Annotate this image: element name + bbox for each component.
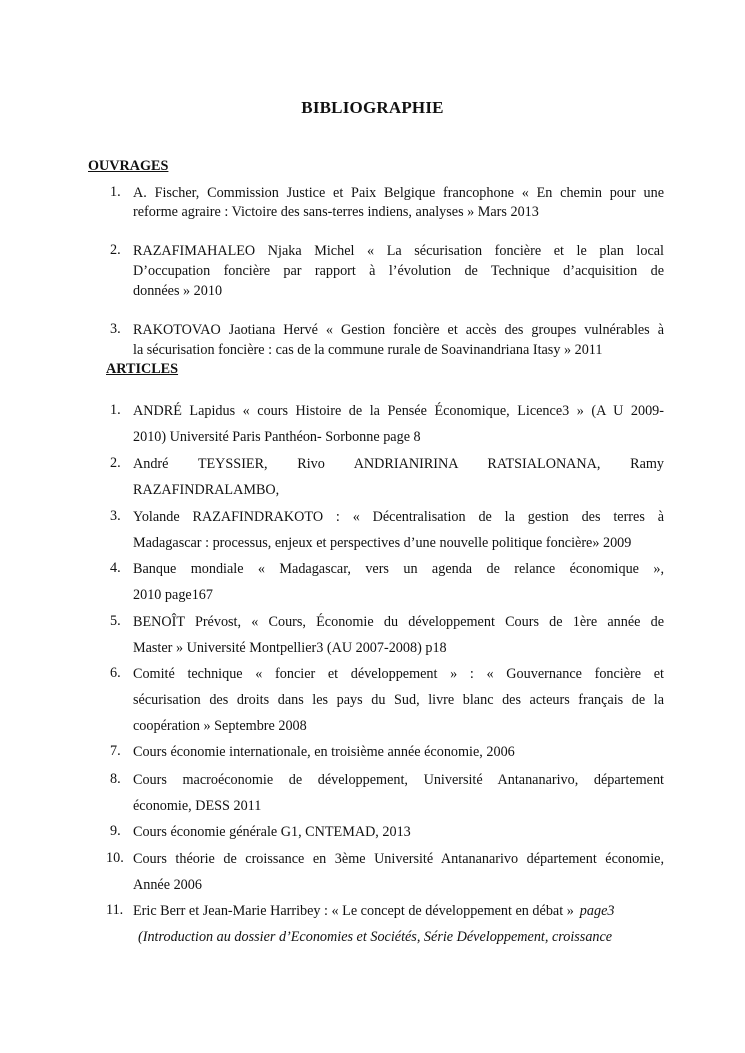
item-line: André TEYSSIER, Rivo ANDRIANIRINA RATSIALONANA, Ramy [133, 456, 664, 472]
item-number: 2. [110, 242, 121, 258]
item-number: 7. [110, 743, 121, 759]
item-line: RAZAFINDRALAMBO, [133, 482, 280, 498]
item-line: Année 2006 [133, 877, 202, 893]
item-line: Banque mondiale « Madagascar, vers un agenda de relance économique », [133, 561, 664, 577]
item-line: Cours économie internationale, en troisième année économie, 2006 [133, 744, 515, 760]
item-line: A. Fischer, Commission Justice et Paix Belgique francophone « En chemin pour une [133, 185, 664, 201]
item-line: ANDRÉ Lapidus « cours Histoire de la Pensée Économique, Licence3 » (A U 2009- [133, 403, 664, 419]
item-line: (Introduction au dossier d’Economies et Sociétés, Série Développement, croissance [138, 929, 613, 945]
item-number: 9. [110, 823, 121, 839]
item-line: 2010 page167 [133, 587, 213, 603]
item-line: D’occupation foncière par rapport à l’évolution de Technique d’acquisition de [133, 263, 664, 279]
item-line: Madagascar : processus, enjeux et perspectives d’une nouvelle politique foncière» 2009 [133, 535, 632, 551]
item-number: 1. [110, 184, 121, 200]
item-line: données » 2010 [133, 283, 223, 299]
item-number: 10. [106, 850, 124, 866]
item-line: reforme agraire : Victoire des sans-terres indiens, analyses » Mars 2013 [133, 204, 539, 220]
page-title: BIBLIOGRAPHIE [301, 98, 444, 117]
section-heading-articles: ARTICLES [106, 361, 179, 377]
item-number: 5. [110, 613, 121, 629]
item-line: Yolande RAZAFINDRAKOTO : « Décentralisation de la gestion des terres à [133, 509, 664, 525]
item-line-main: Eric Berr et Jean-Marie Harribey : « Le concept de développement en débat » [133, 903, 574, 919]
item-line-page: page3 [579, 903, 615, 919]
item-number: 3. [110, 321, 121, 337]
item-line: économie, DESS 2011 [133, 798, 262, 814]
item-number: 11. [106, 902, 124, 918]
item-number: 3. [110, 508, 121, 524]
section-heading-ouvrages: OUVRAGES [88, 158, 169, 174]
item-line: Cours économie générale G1, CNTEMAD, 2013 [133, 824, 411, 840]
item-line: RAZAFIMAHALEO Njaka Michel « La sécurisation foncière et le plan local [133, 243, 664, 259]
item-line: Master » Université Montpellier3 (AU 2007-2008) p18 [133, 640, 447, 656]
item-line [133, 898, 614, 924]
item-line: Cours macroéconomie de développement, Université Antananarivo, département [133, 772, 664, 788]
item-number: 1. [110, 402, 121, 418]
item-line: coopération » Septembre 2008 [133, 718, 307, 734]
item-line: BENOÎT Prévost, « Cours, Économie du développement Cours de 1ère année de [133, 614, 664, 630]
item-line: Cours théorie de croissance en 3ème Université Antananarivo département économie, [133, 851, 664, 867]
item-line: sécurisation des droits dans les pays du Sud, livre blanc des acteurs français de la [133, 692, 664, 708]
item-number: 8. [110, 771, 121, 787]
item-line: Comité technique « foncier et développement » : « Gouvernance foncière et [133, 666, 664, 682]
item-number: 4. [110, 560, 121, 576]
item-line: la sécurisation foncière : cas de la commune rurale de Soavinandriana Itasy » 2011 [133, 342, 603, 358]
item-number: 2. [110, 455, 121, 471]
item-line: 2010) Université Paris Panthéon- Sorbonne page 8 [133, 429, 421, 445]
item-number: 6. [110, 665, 121, 681]
item-line: RAKOTOVAO Jaotiana Hervé « Gestion foncière et accès des groupes vulnérables à [133, 322, 664, 338]
